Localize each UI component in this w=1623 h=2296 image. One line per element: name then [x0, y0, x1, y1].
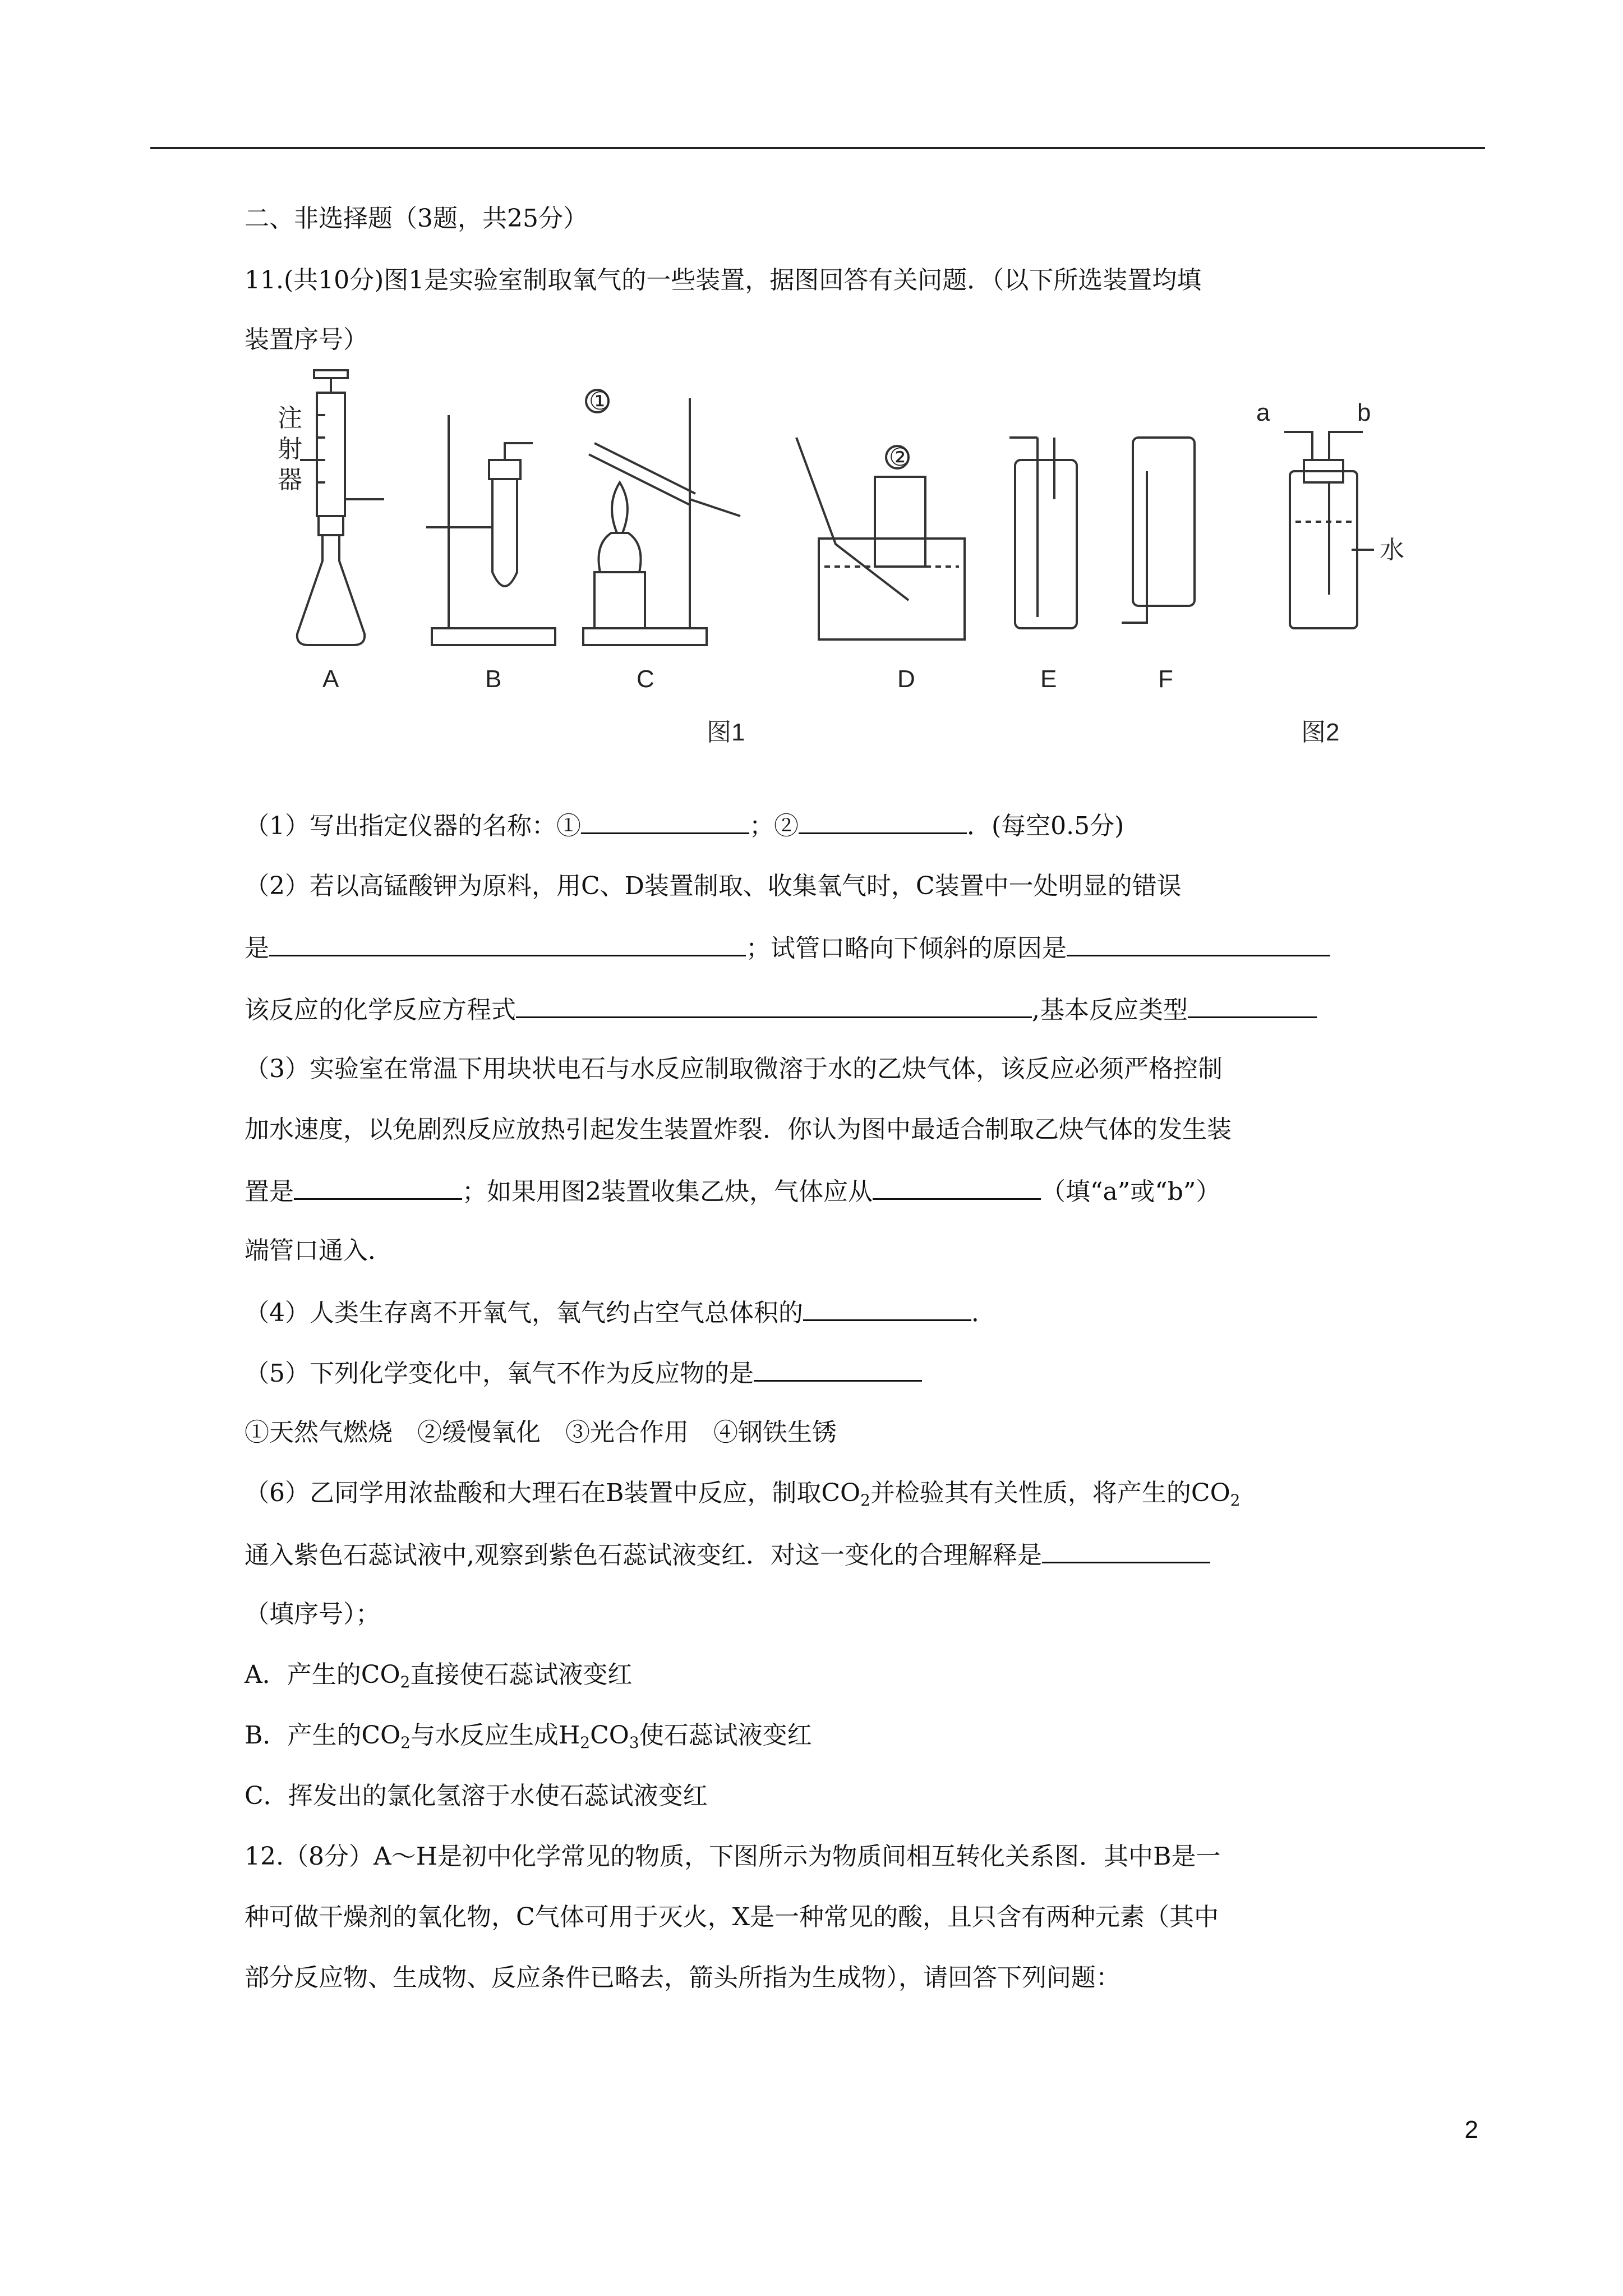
apparatus-fig2	[1284, 432, 1374, 628]
q11-p5-options: ①天然气燃烧 ②缓慢氧化 ③光合作用 ④钢铁生锈	[245, 1418, 837, 1447]
blank-oxygen-volume[interactable]	[803, 1295, 971, 1321]
option-b-text-a: B．产生的CO	[245, 1721, 401, 1750]
q11-p4-end: ．	[971, 1299, 996, 1327]
fig2-a-label: a	[1256, 399, 1270, 426]
q11-p2-line2-a: 是	[245, 934, 269, 963]
syringe-label-2: 射	[278, 435, 302, 463]
q11-p2-line3-b: ,基本反应类型	[1032, 996, 1188, 1024]
option-b-text-d: 使石蕊试液变红	[639, 1721, 812, 1750]
label-f: F	[1158, 665, 1173, 693]
apparatus-figure	[247, 337, 1430, 763]
circle-2-label: ②	[889, 444, 911, 471]
q11-p6-line2	[245, 1537, 1210, 1572]
q11-p5	[245, 1355, 922, 1391]
apparatus-f	[1122, 438, 1195, 623]
label-a: A	[322, 665, 339, 693]
header-rule	[150, 147, 1485, 149]
syringe-label-3: 器	[278, 466, 302, 494]
sub-2: 2	[1230, 1491, 1241, 1510]
option-a-text-a: A．产生的CO	[245, 1660, 400, 1689]
q11-p3-line3-b: ；如果用图2装置收集乙炔，气体应从	[462, 1177, 873, 1206]
apparatus-d	[796, 438, 965, 639]
q11-p2-line2	[245, 930, 1330, 965]
q11-p6-line2-text: 通入紫色石蕊试液中,观察到紫色石蕊试液变红．对这一变化的合理解释是	[245, 1541, 1042, 1570]
fig2-b-label: b	[1357, 399, 1371, 426]
q11-p3-line3-a: 置是	[245, 1177, 294, 1206]
q11-p1-text-a: （1）写出指定仪器的名称：①	[245, 812, 581, 840]
q11-p5-text: （5）下列化学变化中，氧气不作为反应物的是	[245, 1359, 754, 1388]
blank-explanation[interactable]	[1042, 1537, 1210, 1563]
sub-2: 2	[860, 1491, 870, 1510]
section-title: 二、非选择题（3题，共25分）	[245, 204, 588, 233]
q11-p6-line1-b: 并检验其有关性质，将产生的CO	[870, 1479, 1230, 1507]
q11-intro-line2: 装置序号）	[245, 325, 368, 354]
option-a	[245, 1658, 632, 1699]
blank-error[interactable]	[269, 930, 746, 956]
label-b: B	[485, 665, 502, 693]
q11-p1-text-b: ；②	[749, 812, 799, 840]
q11-p2-line2-b: ；试管口略向下倾斜的原因是	[746, 934, 1067, 963]
page-number: 2	[1464, 2116, 1478, 2143]
option-a-text-b: 直接使石蕊试液变红	[410, 1660, 633, 1689]
blank-reaction-type[interactable]	[1188, 992, 1317, 1018]
apparatus-a	[297, 370, 384, 645]
q11-p3-line2: 加水速度，以免剧烈反应放热引起发生装置炸裂．你认为图中最适合制取乙炔气体的发生装	[245, 1115, 1232, 1144]
q11-p3-line1: （3）实验室在常温下用块状电石与水反应制取微溶于水的乙炔气体，该反应必须严格控制	[245, 1055, 1223, 1083]
sub-2: 2	[580, 1733, 591, 1752]
q11-p4-text: （4）人类生存离不开氧气，氧气约占空气总体积的	[245, 1299, 803, 1327]
sub-2: 2	[400, 1673, 411, 1691]
option-b	[245, 1719, 812, 1760]
q11-p1-text-c: ．(每空0.5分)	[967, 812, 1124, 840]
q11-p6-line3: （填序号）；	[245, 1600, 380, 1628]
blank-instrument-1[interactable]	[581, 808, 749, 834]
circle-1-label: ①	[589, 388, 611, 415]
label-d: D	[897, 665, 915, 693]
syringe-label-1: 注	[278, 404, 302, 432]
blank-equation[interactable]	[516, 992, 1032, 1018]
apparatus-b	[426, 415, 555, 645]
q12-line1: 12.（8分）A～H是初中化学常见的物质，下图所示为物质间相互转化关系图．其中B是一	[245, 1842, 1221, 1871]
label-e: E	[1040, 665, 1057, 693]
q11-p1	[245, 808, 1124, 843]
blank-not-reactant[interactable]	[754, 1355, 922, 1382]
apparatus-e	[1009, 438, 1077, 628]
blank-inlet[interactable]	[873, 1174, 1041, 1200]
apparatus-c	[583, 390, 740, 645]
fig2-water-label: 水	[1380, 536, 1404, 564]
q11-p3-line4: 端管口通入．	[245, 1236, 393, 1265]
q11-p6-line1	[245, 1476, 1240, 1517]
sub-3: 3	[629, 1733, 639, 1752]
label-c: C	[637, 665, 654, 693]
q11-p2-line3	[245, 992, 1317, 1027]
q11-p2-line1: （2）若以高锰酸钾为原料，用C、D装置制取、收集氧气时，C装置中一处明显的错误	[245, 872, 1182, 900]
option-b-text-c: CO	[590, 1721, 629, 1750]
q11-p4	[245, 1295, 996, 1330]
blank-reason[interactable]	[1067, 930, 1330, 956]
q11-p3-line3-c: （填“a”或“b”）	[1041, 1177, 1221, 1206]
q12-line3: 部分反应物、生成物、反应条件已略去，箭头所指为生成物），请回答下列问题：	[245, 1963, 1121, 1992]
q11-p2-line3-a: 该反应的化学反应方程式	[245, 996, 516, 1024]
fig1-caption: 图1	[707, 719, 745, 746]
option-b-text-b: 与水反应生成H	[410, 1721, 580, 1750]
q11-p6-line1-a: （6）乙同学用浓盐酸和大理石在B装置中反应，制取CO	[245, 1479, 861, 1507]
fig2-caption: 图2	[1301, 719, 1340, 746]
blank-instrument-2[interactable]	[799, 808, 967, 834]
blank-generator[interactable]	[294, 1174, 462, 1200]
q11-p3-line3	[245, 1174, 1220, 1209]
sub-2: 2	[400, 1733, 411, 1752]
option-c: C．挥发出的氯化氢溶于水使石蕊试液变红	[245, 1782, 708, 1810]
q12-line2: 种可做干燥剂的氧化物，C气体可用于灭火，X是一种常见的酸，且只含有两种元素（其中	[245, 1903, 1219, 1931]
q11-intro-line1: 11.(共10分)图1是实验室制取氧气的一些装置，据图回答有关问题．（以下所选装置均填	[245, 266, 1202, 295]
